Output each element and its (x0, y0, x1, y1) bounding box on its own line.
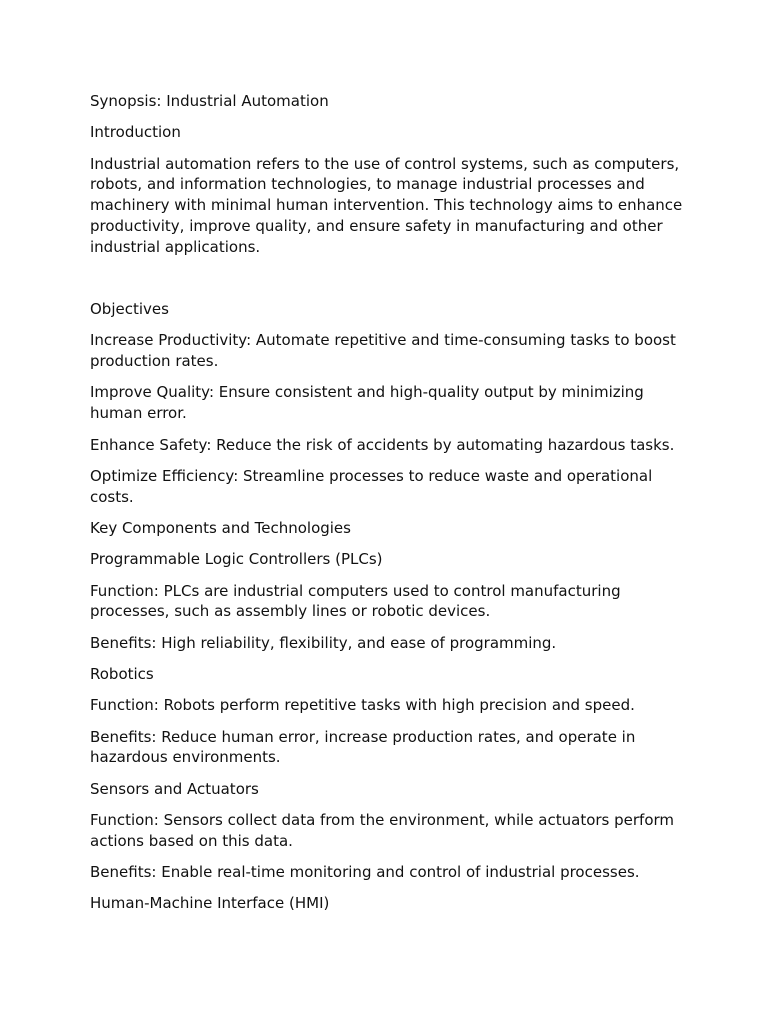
objective-item: Enhance Safety: Reduce the risk of accidents by automating hazardous tasks. (90, 435, 675, 454)
document-page (90, 91, 690, 925)
component-name-sensors: Sensors and Actuators (90, 779, 259, 798)
component-function-plc: Function: PLCs are industrial computers used to control manufacturing processes, such as assembly lines or robotic devices. (90, 581, 621, 621)
objective-item: Improve Quality: Ensure consistent and high-quality output by minimizing human error. (90, 383, 644, 423)
objectives-heading: Objectives (90, 300, 169, 319)
component-benefits-sensors: Benefits: Enable real-time monitoring and control of industrial processes. (90, 863, 640, 882)
component-name-plc: Programmable Logic Controllers (PLCs) (90, 550, 383, 569)
introduction-heading: Introduction (90, 123, 181, 142)
component-benefits-robotics: Benefits: Reduce human error, increase production rates, and operate in hazardous environments. (90, 727, 636, 767)
objective-item: Increase Productivity: Automate repetitive and time-consuming tasks to boost production rates. (90, 331, 676, 371)
component-function-sensors: Function: Sensors collect data from the environment, while actuators perform actions based on this data. (90, 810, 675, 850)
component-name-robotics: Robotics (90, 664, 154, 683)
component-benefits-plc: Benefits: High reliability, flexibility, and ease of programming. (90, 633, 557, 652)
document-title: Synopsis: Industrial Automation (90, 92, 329, 110)
objective-item: Optimize Efficiency: Streamline processes to reduce waste and operational costs. (90, 466, 653, 506)
component-name-hmi: Human-Machine Interface (HMI) (90, 894, 330, 913)
component-function-robotics: Function: Robots perform repetitive tasks with high precision and speed. (90, 696, 635, 715)
components-heading: Key Components and Technologies (90, 518, 351, 537)
introduction-paragraph: Industrial automation refers to the use of control systems, such as computers, robots, and information technologies, to manage industrial processes and machinery with minimal human intervention. This technology aims to enhance productivity, improve quality, and ensure safety in manufacturing and other industrial applications. (90, 154, 683, 256)
